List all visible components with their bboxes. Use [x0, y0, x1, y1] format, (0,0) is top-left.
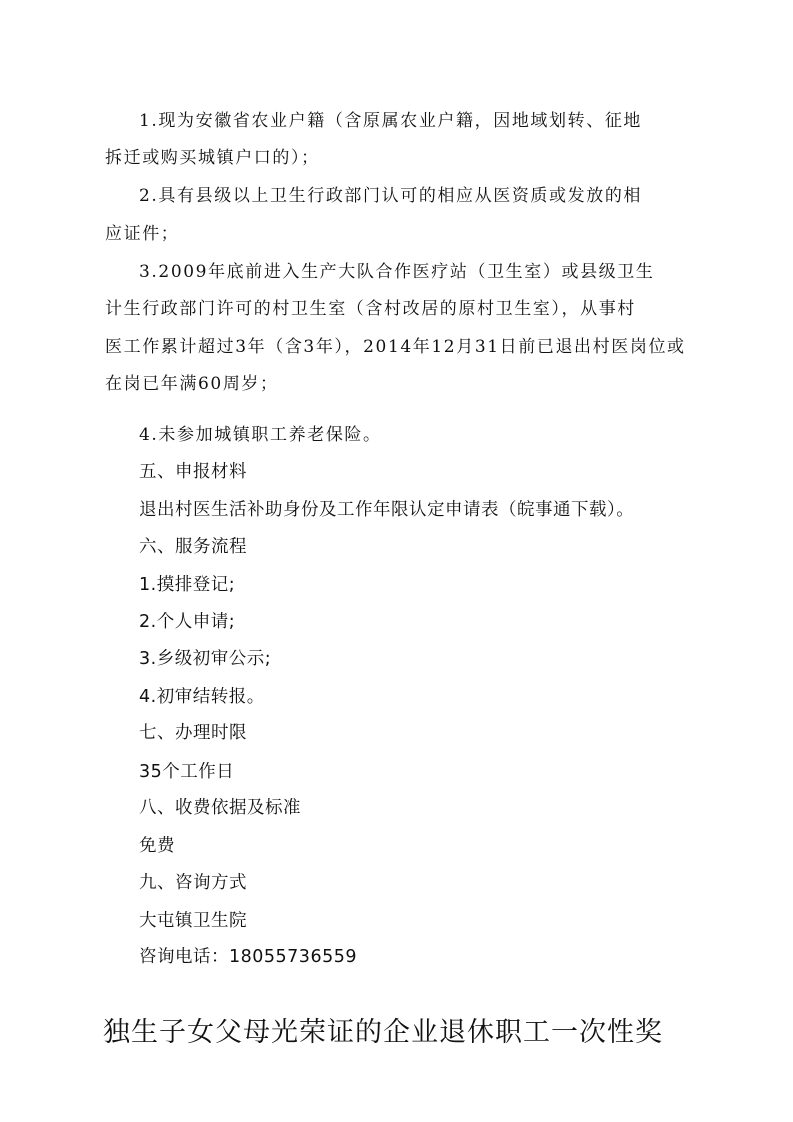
next-section-title: 独生子女父母光荣证的企业退休职工一次性奖 [103, 1017, 663, 1048]
materials-heading: 五、申报材料 [139, 462, 247, 482]
fee-heading: 八、收费依据及标准 [139, 798, 301, 818]
contact-heading: 九、咨询方式 [139, 873, 247, 893]
eligibility-item-1-line-1: 1.现为安徽省农业户籍（含原属农业户籍，因地域划转、征地 [139, 111, 643, 131]
eligibility-item-4: 4.未参加城镇职工养老保险。 [139, 425, 382, 445]
contact-phone: 咨询电话：18055736559 [139, 947, 357, 967]
process-step: 3.乡级初审公示; [139, 649, 272, 669]
eligibility-item-1-line-2: 拆迁或购买城镇户口的）； [105, 148, 320, 168]
eligibility-item-2-line-2: 应证件； [105, 224, 180, 244]
process-step: 4.初审结转报。 [139, 687, 265, 707]
process-step: 1.摸排登记; [139, 575, 236, 595]
process-heading: 六、服务流程 [139, 537, 247, 557]
process-step: 2.个人申请; [139, 612, 236, 632]
eligibility-item-3-line-2: 计生行政部门许可的村卫生室（含村改居的原村卫生室），从事村 [105, 299, 636, 319]
eligibility-item-3-line-3: 医工作累计超过3年（含3年），2014年12月31日前已退出村医岗位或 [105, 337, 686, 357]
time-heading: 七、办理时限 [139, 723, 247, 743]
time-text: 35个工作日 [139, 762, 235, 782]
eligibility-item-3-line-1: 3.2009年底前进入生产大队合作医疗站（卫生室）或县级卫生 [139, 262, 655, 282]
eligibility-item-3-line-4: 在岗已年满60周岁； [105, 374, 279, 394]
materials-text: 退出村医生活补助身份及工作年限认定申请表（皖事通下载）。 [139, 500, 635, 520]
fee-text: 免费 [139, 836, 175, 856]
eligibility-item-2-line-1: 2.具有县级以上卫生行政部门认可的相应从医资质或发放的相 [139, 186, 643, 206]
contact-org: 大屯镇卫生院 [139, 911, 247, 931]
